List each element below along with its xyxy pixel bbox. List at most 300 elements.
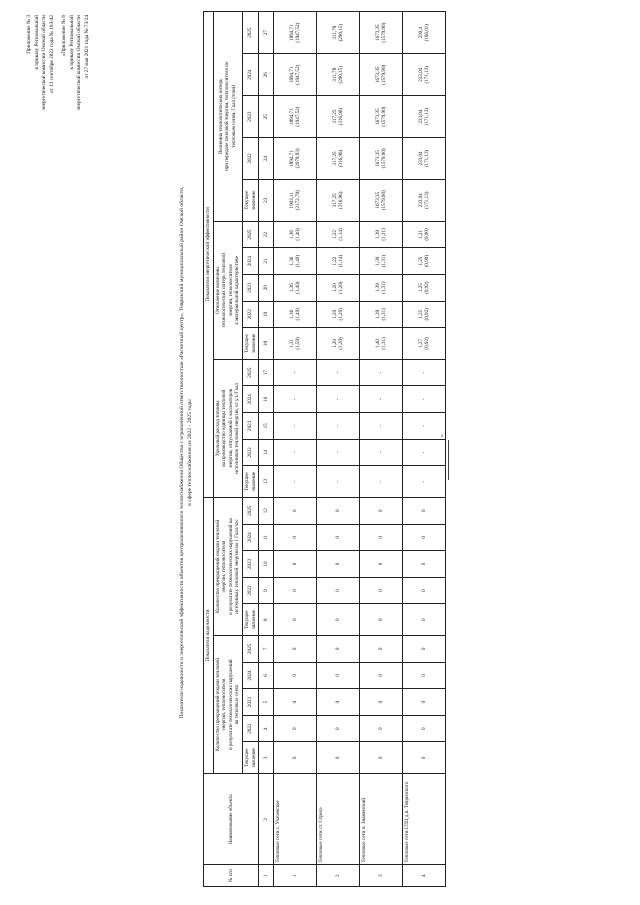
value-cell: 0 [274,689,317,716]
year-header: 2025 [242,636,258,663]
value-main: 1,22 [331,256,338,266]
table-row [317,12,360,887]
value-base: (2172,78) [295,190,302,211]
column-number: 26 [259,54,274,96]
value-cell [317,96,360,138]
col-header-num: № п/п [204,865,259,887]
appendix-line: Приложение № 3 [26,15,32,54]
value-base: (0,92) [424,308,431,321]
value-main: 1894,71 [288,66,295,84]
value-cell: 0 [274,636,317,663]
table-header [204,12,274,887]
value-cell: 0 [317,497,360,524]
value-cell: 0 [317,689,360,716]
value-cell: 0 [360,689,403,716]
value-cell: 0 [274,715,317,742]
value-cell [403,12,446,54]
year-header: 2023 [242,96,258,138]
group-caption-line: энергии, отпускаемой с коллекторов [227,388,234,468]
object-name: Тепловые сети п. Знаменский [360,774,403,865]
value-main: 1,27 [417,339,424,348]
value-cell [274,96,317,138]
value-main: 311,78 [331,67,338,82]
value-cell [403,221,446,248]
value-base: (2079,93) [295,148,302,169]
value-base: (316,96) [338,149,345,168]
group-caption-line: в результате технологических нарушений на [227,518,234,615]
indicators-table [203,11,446,887]
value-main: 1,39 [374,309,381,319]
value-main: 1894,71 [288,150,295,167]
column-number: 14 [259,439,274,466]
value-cell: 0 [403,715,446,742]
value-cell: - [360,439,403,466]
column-number: 22 [259,221,274,248]
value-cell: - [317,413,360,440]
title-line-1: Показатели надежности и энергетической эффективности объектов централизованного теплоснабжения Общества с ограниченной ответственностью «Расчетный центр», Тевризский муниципальный район Омской области, [179,186,185,719]
year-header: 2024 [242,524,258,551]
col-header-name: Наименование объекта [204,774,259,865]
value-cell: - [274,386,317,413]
value-cell [403,301,446,328]
value-cell: 0 [403,689,446,716]
value-main: 1,36 [288,309,295,319]
column-number: 23 [259,179,274,221]
title-line-2: в сфере теплоснабжения на 2022 - 2025 годы [187,399,193,506]
value-cell: 0 [274,524,317,551]
value-cell: 0 [274,497,317,524]
current-value-line: значение [250,333,257,354]
value-cell [274,12,317,54]
document-title [178,20,194,885]
value-cell [403,54,446,96]
group-caption-line: к материальной характеристике [234,255,241,325]
value-base: (1579,90) [381,106,388,127]
efficiency-header: Показатели энергетической эффективности [204,12,214,498]
value-cell [360,221,403,248]
year-header: 2023 [242,274,258,301]
group-caption-g4 [213,221,242,359]
column-number: 15 [259,413,274,440]
value-cell: 0 [403,604,446,636]
value-cell: 0 [274,662,317,689]
value-base: (166,01) [424,23,431,42]
year-header: 2024 [242,54,258,96]
column-number: 18 [259,328,274,360]
value-cell: - [274,413,317,440]
current-value-line: значение [250,748,257,768]
value-cell [317,138,360,180]
current-value-header [242,179,258,221]
value-cell [317,301,360,328]
value-cell: 0 [360,715,403,742]
value-base: (290,15) [338,66,345,84]
value-cell: 0 [360,662,403,689]
value-main: 311,78 [331,25,338,40]
current-value-line: Текущее [243,472,250,491]
year-header: 2025 [242,359,258,386]
value-base: (1,14) [338,254,345,268]
reliability-header: Показатели надежности [204,497,214,773]
appendix-block [26,15,92,195]
value-main: 1673,35 [374,66,381,84]
appendix-line: к приказу Региональной [68,15,75,70]
current-value-line: значение [250,471,257,492]
table-row [360,12,403,887]
value-main: 317,25 [331,109,338,124]
group-caption-g2 [213,497,242,635]
value-cell: - [403,466,446,498]
value-main: 317,25 [331,151,338,166]
current-value-line: значение [250,190,257,210]
value-cell [317,221,360,248]
value-base: (1,20) [338,281,345,294]
value-cell: - [317,359,360,386]
value-base: (0,90) [424,254,431,268]
group-caption-line: энергии, теплоносителя [221,678,228,731]
value-main: 1,36 [288,230,295,239]
group-caption-row [213,12,242,887]
column-number: 16 [259,386,274,413]
year-header: 2025 [242,221,258,248]
value-cell [317,179,360,221]
year-header: 2022 [242,439,258,466]
column-number: 2 [259,774,274,865]
value-cell [274,274,317,301]
value-cell: 0 [317,742,360,774]
column-number: 25 [259,96,274,138]
value-cell [274,179,317,221]
value-cell: 0 [403,524,446,551]
value-cell [403,96,446,138]
value-cell [360,138,403,180]
current-value-header [242,742,258,774]
value-cell: 0 [360,604,403,636]
value-cell: 0 [317,636,360,663]
value-cell [360,179,403,221]
value-cell: - [274,359,317,386]
value-main: 1,36 [288,283,295,293]
column-number: 9 [259,577,274,604]
column-number: 4 [259,715,274,742]
value-main: 233,04 [417,193,424,208]
value-cell [317,328,360,360]
value-base: (1579,90) [381,148,388,169]
row-number: 4 [403,865,446,887]
value-cell: 0 [274,551,317,578]
column-number: 21 [259,248,274,275]
value-cell: 0 [403,662,446,689]
current-value-line: Текущее [243,610,250,630]
group-caption-line: при передаче тепловой энергии, теплоносителя по [224,61,231,172]
column-number: 13 [259,466,274,498]
value-base: (1,31) [381,281,388,294]
value-cell: 0 [360,636,403,663]
group-caption-line: энергии, теплоносителя [227,264,234,317]
year-header: 2022 [242,577,258,604]
value-cell [403,328,446,360]
value-cell: - [317,439,360,466]
value-cell [403,248,446,275]
value-cell: 0 [360,497,403,524]
value-cell [274,138,317,180]
group-caption-g5 [213,12,242,222]
value-base: (1,40) [295,281,302,294]
row-number: 2 [317,865,360,887]
value-cell: - [403,439,446,466]
value-base: (1947,52) [295,22,302,43]
value-cell: - [403,359,446,386]
group-caption-line: источниках тепловой энергии на 1 Гкал/час [234,519,241,614]
value-main: 1,39 [374,230,381,239]
value-cell [317,248,360,275]
value-cell [403,179,446,221]
year-row [242,12,258,887]
value-main: 1673,35 [374,192,381,209]
group-caption-line: Величина технологических потерь [217,78,224,155]
column-number: 1 [259,865,274,887]
year-header: 2023 [242,551,258,578]
value-cell: 0 [360,577,403,604]
current-value-line: Текущее [243,748,250,768]
value-base: (1947,52) [295,64,302,85]
column-number: 20 [259,274,274,301]
group-caption-g3 [213,359,242,497]
column-number: 17 [259,359,274,386]
value-cell [360,274,403,301]
column-number: 5 [259,689,274,716]
footer-mark: » [440,434,445,437]
value-base: (0,90) [424,228,431,241]
group-caption-line: на производство единицы тепловой [221,389,228,467]
value-base: (1,31) [381,254,388,268]
value-cell [360,248,403,275]
value-base: (171,13) [424,66,431,84]
value-base: (1579,90) [381,22,388,43]
value-main: 1673,35 [374,24,381,41]
year-header: 2022 [242,715,258,742]
group-caption-g1 [213,636,242,774]
value-base: (1,20) [338,337,345,350]
value-cell: - [403,386,446,413]
value-cell: - [360,413,403,440]
value-base: (1,14) [338,228,345,241]
group-caption-line: в результате технологических нарушений [227,659,234,750]
year-header: 2024 [242,386,258,413]
value-main: 1,20 [331,309,338,319]
value-base: (1947,52) [295,106,302,127]
value-base: (171,13) [424,149,431,168]
value-main: 1,31 [288,339,295,348]
value-cell [274,221,317,248]
value-base: (0,92) [424,281,431,294]
value-cell: 0 [403,577,446,604]
appendix-line: от 27 мая 2021 года № 73/24 [83,15,90,79]
value-base: (171,13) [424,191,431,209]
value-cell [317,54,360,96]
value-base: (1,31) [381,308,388,321]
value-base: (1579,90) [381,64,388,85]
group-caption-line: энергии, теплоносителя [221,540,228,593]
appendix-line: от 13 сентября 2022 года № 183/42 [49,15,56,94]
value-main: 1,25 [417,309,424,319]
object-name: Тепловые сети ст. Стрела [317,774,360,865]
value-cell: - [360,386,403,413]
value-base: (1,40) [295,308,302,321]
value-main: 233,04 [417,151,424,166]
group-caption-line: источников тепловой энергии, кг у.т./Гкал [234,382,241,474]
value-base: (316,96) [338,191,345,209]
value-cell: 0 [360,742,403,774]
value-base: (316,96) [338,107,345,126]
value-main: 233,04 [417,67,424,82]
value-cell [274,248,317,275]
column-number: 7 [259,636,274,663]
current-value-line: значение [250,610,257,630]
value-base: (171,13) [424,107,431,126]
value-cell [360,301,403,328]
column-number: 3 [259,742,274,774]
value-main: 1,21 [417,230,424,239]
value-main: 1,20 [331,339,338,348]
value-cell: 0 [403,636,446,663]
value-cell [274,301,317,328]
appendix-line: «Приложение № 6 [60,15,67,57]
year-header: 2025 [242,497,258,524]
value-cell [274,328,317,360]
current-value-header [242,604,258,636]
current-value-line: Текущее [243,334,250,353]
table-row [403,12,446,887]
value-cell [360,96,403,138]
column-number: 8 [259,604,274,636]
value-cell: - [403,413,446,440]
value-main: 1,39 [374,283,381,293]
value-main: 1,40 [374,339,381,348]
value-base: (1,20) [338,308,345,321]
table-row [274,12,317,887]
appendix-line: к приказу Региональной [33,15,40,70]
value-cell: 0 [317,662,360,689]
year-header: 2022 [242,301,258,328]
value-cell: 0 [403,497,446,524]
value-main: 1,39 [374,256,381,266]
value-cell [360,12,403,54]
value-base: (1,31) [381,337,388,350]
value-base: (1,40) [295,254,302,268]
column-number: 19 [259,301,274,328]
column-number: 11 [259,524,274,551]
value-main: 1,25 [417,283,424,293]
group-caption-line: технологических потерь тепловой [221,253,228,328]
value-cell [403,274,446,301]
value-cell: 0 [274,577,317,604]
group-caption-line: на тепловых сетях [234,684,241,725]
column-number: 27 [259,12,274,54]
value-cell: - [360,359,403,386]
value-cell: 0 [274,742,317,774]
value-cell: - [317,466,360,498]
value-base: (1,50) [295,337,302,350]
object-name: Тепловые сети с. Ухачевское [274,774,317,865]
column-number: 12 [259,497,274,524]
year-header: 2023 [242,689,258,716]
value-main: 233,04 [417,109,424,124]
value-cell: 0 [360,524,403,551]
value-base: (1,40) [295,228,302,241]
value-cell: 0 [317,551,360,578]
value-cell [360,328,403,360]
value-cell: - [274,466,317,498]
current-value-line: Текущее [243,190,250,210]
value-cell [403,138,446,180]
value-cell: 0 [403,551,446,578]
value-cell: 0 [317,524,360,551]
year-header: 2024 [242,248,258,275]
value-cell [274,54,317,96]
value-main: 1,25 [417,256,424,266]
row-number: 1 [274,865,317,887]
value-base: (1,31) [381,228,388,241]
current-value-header [242,328,258,360]
row-number: 3 [360,865,403,887]
value-cell: - [360,466,403,498]
group-caption-line: Отношение величины [214,266,221,315]
value-base: (1579,90) [381,190,388,211]
group-caption-line: Количество прекращений подачи тепловой [214,519,221,614]
year-header: 2024 [242,662,258,689]
year-header: 2025 [242,12,258,54]
value-cell: 0 [317,604,360,636]
value-cell [317,12,360,54]
appendix-line: энергетической комиссии Омской области [41,15,48,111]
value-main: 1,36 [288,256,295,266]
group-caption-line: Количество прекращений подачи тепловой [214,658,221,752]
object-name: Тепловые сети СПЦ д.п. Тевризского [403,774,446,865]
value-cell: 0 [360,551,403,578]
column-number: 10 [259,551,274,578]
value-main: 1673,35 [374,150,381,167]
value-main: 1,22 [331,230,338,239]
appendix-line: энергетической комиссии Омской области [76,15,83,111]
year-header: 2023 [242,413,258,440]
value-main: 230,4 [417,26,424,39]
value-base: (290,15) [338,23,345,42]
value-cell [317,274,360,301]
footer-rule [448,440,449,480]
value-main: 1673,35 [374,108,381,125]
column-number: 6 [259,662,274,689]
value-cell: 0 [317,715,360,742]
value-cell: 0 [274,604,317,636]
value-main: 1,20 [331,283,338,293]
column-number-row [259,12,274,887]
value-cell: 0 [317,577,360,604]
value-cell: 0 [403,742,446,774]
value-main: 1894,71 [288,24,295,41]
group-caption-line: тепловым сетям, Гкал (тонн) [231,85,238,148]
value-cell: - [274,439,317,466]
value-main: 1894,71 [288,108,295,125]
value-main: 1903,11 [288,192,295,209]
group-caption-line: Удельный расход топлива [214,400,221,457]
current-value-header [242,466,258,498]
table-body [274,12,446,887]
value-cell: - [317,386,360,413]
value-cell [360,54,403,96]
value-base: (0,92) [424,337,431,350]
value-main: 317,25 [331,193,338,208]
